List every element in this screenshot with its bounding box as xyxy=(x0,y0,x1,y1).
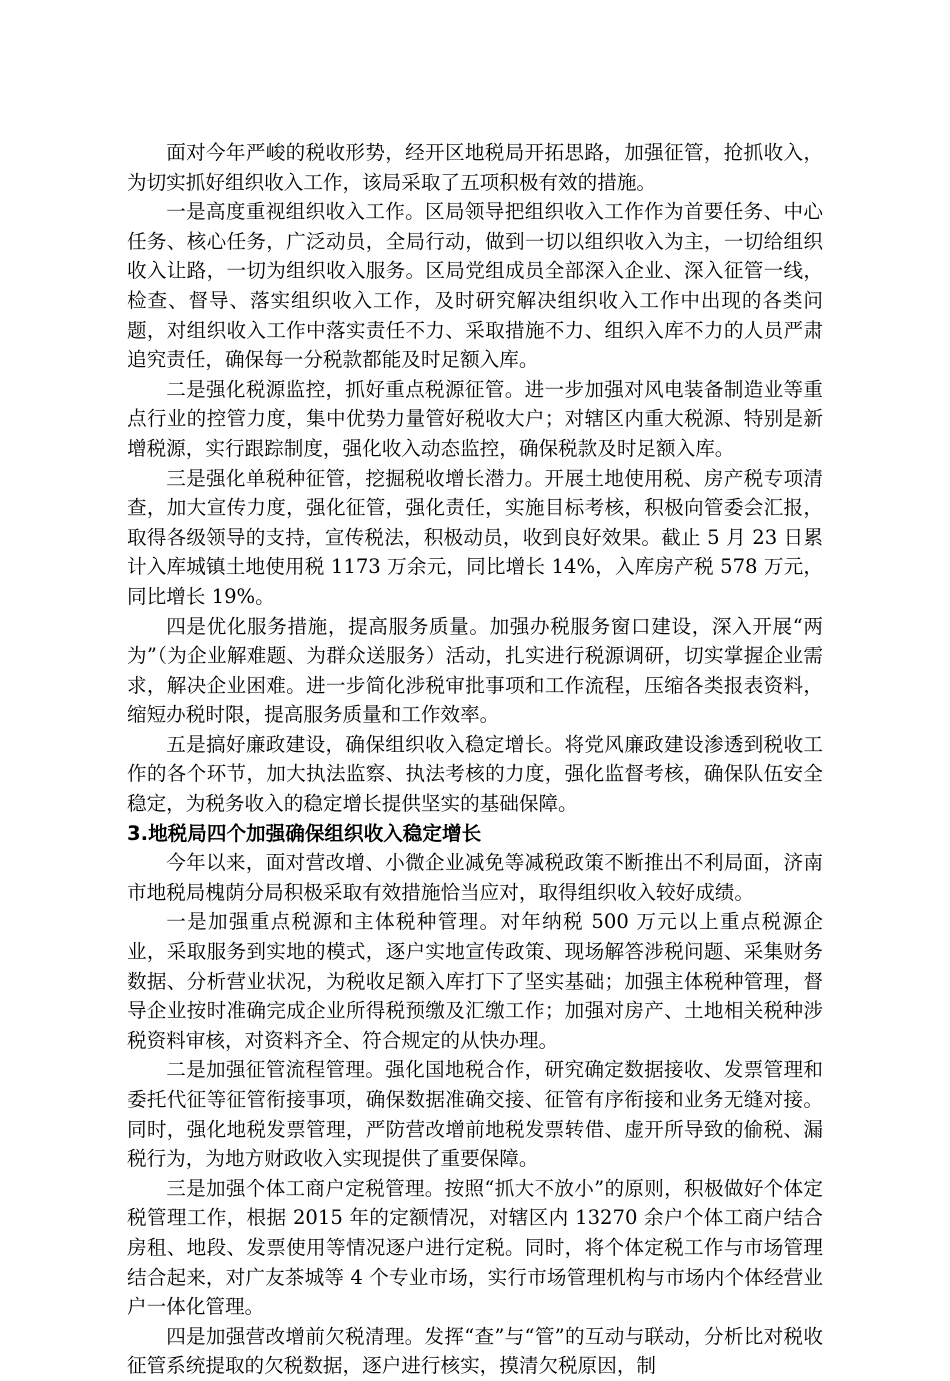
paragraph-strengthen-2: 二是加强征管流程管理。强化国地税合作，研究确定数据接收、发票管理和委托代征等征管衔接事项，确保数据准确交接、征管有序衔接和业务无缝对接。同时，强化地税发票管理，严防营改增前地税发票转借、虚开所导致的偷税、漏税行为，为地方财政收入实现提供了重要保障。 xyxy=(127,1058,823,1171)
paragraph-strengthen-1: 一是加强重点税源和主体税种管理。对年纳税 500 万元以上重点税源企业，采取服务到实地的模式，逐户实地宣传政策、现场解答涉税问题、采集财务数据、分析营业状况，为税收足额入库打下了坚实基础；加强主体税种管理，督导企业按时准确完成企业所得税预缴及汇缴工作；加强对房产、土地相关税种涉税资料审核，对资料齐全、符合规定的从快办理。 xyxy=(127,910,823,1052)
paragraph-strengthen-4: 四是加强营改增前欠税清理。发挥“查”与“管”的互动与联动，分析比对税收征管系统提取的欠税数据，逐户进行核实，摸清欠税原因，制 xyxy=(127,1324,823,1378)
document-page xyxy=(127,138,823,1381)
paragraph-measure-4: 四是优化服务措施，提高服务质量。加强办税服务窗口建设，深入开展“两为”（为企业解难题、为群众送服务）活动，扎实进行税源调研，切实掌握企业需求，解决企业困难。进一步简化涉税审批事项和工作流程，压缩各类报表资料，缩短办税时限，提高服务质量和工作效率。 xyxy=(127,614,823,727)
paragraph-measure-2: 二是强化税源监控，抓好重点税源征管。进一步加强对风电装备制造业等重点行业的控管力度，集中优势力量管好税收大户；对辖区内重大税源、特别是新增税源，实行跟踪制度，强化收入动态监控，确保税款及时足额入库。 xyxy=(127,377,823,460)
paragraph-measure-3: 三是强化单税种征管，挖掘税收增长潜力。开展土地使用税、房产税专项清查，加大宣传力度，强化征管，强化责任，实施目标考核，积极向管委会汇报，取得各级领导的支持，宣传税法，积极动员，收到良好效果。截止 5 月 23 日累计入库城镇土地使用税 1173 万余元，同比增长 14%，入库房产税 578 万元，同比增长 19%。 xyxy=(127,466,823,608)
section-heading: 3.地税局四个加强确保组织收入稳定增长 xyxy=(127,821,482,845)
paragraph-measure-5: 五是搞好廉政建设，确保组织收入稳定增长。将党风廉政建设渗透到税收工作的各个环节，加大执法监察、执法考核的力度，强化监督考核，确保队伍安全稳定，为税务收入的稳定增长提供坚实的基础保障。 xyxy=(127,732,823,816)
paragraph-measure-1: 一是高度重视组织收入工作。区局领导把组织收入工作作为首要任务、中心任务、核心任务，广泛动员，全局行动，做到一切以组织收入为主，一切给组织收入让路，一切为组织收入服务。区局党组成员全部深入企业、深入征管一线，检查、督导、落实组织收入工作，及时研究解决组织收入工作中出现的各类问题，对组织收入工作中落实责任不力、采取措施不力、组织入库不力的人员严肃追究责任，确保每一分税款都能及时足额入库。 xyxy=(127,200,823,372)
paragraph-intro: 面对今年严峻的税收形势，经开区地税局开拓思路，加强征管，抢抓收入，为切实抓好组织收入工作，该局采取了五项积极有效的措施。 xyxy=(127,141,823,194)
paragraph-section-intro: 今年以来，面对营改增、小微企业减免等减税政策不断推出不利局面，济南市地税局槐荫分局积极采取有效措施恰当应对，取得组织收入较好成绩。 xyxy=(127,851,823,904)
paragraph-strengthen-3: 三是加强个体工商户定税管理。按照“抓大不放小”的原则，积极做好个体定税管理工作，根据 2015 年的定额情况，对辖区内 13270 余户个体工商户结合房租、地段、发票使用等情况逐户进行定税。同时，将个体定税工作与市场管理结合起来，对广友茶城等 4 个专业市场，实行市场管理机构与市场内个体经营业户一体化管理。 xyxy=(127,1176,823,1319)
